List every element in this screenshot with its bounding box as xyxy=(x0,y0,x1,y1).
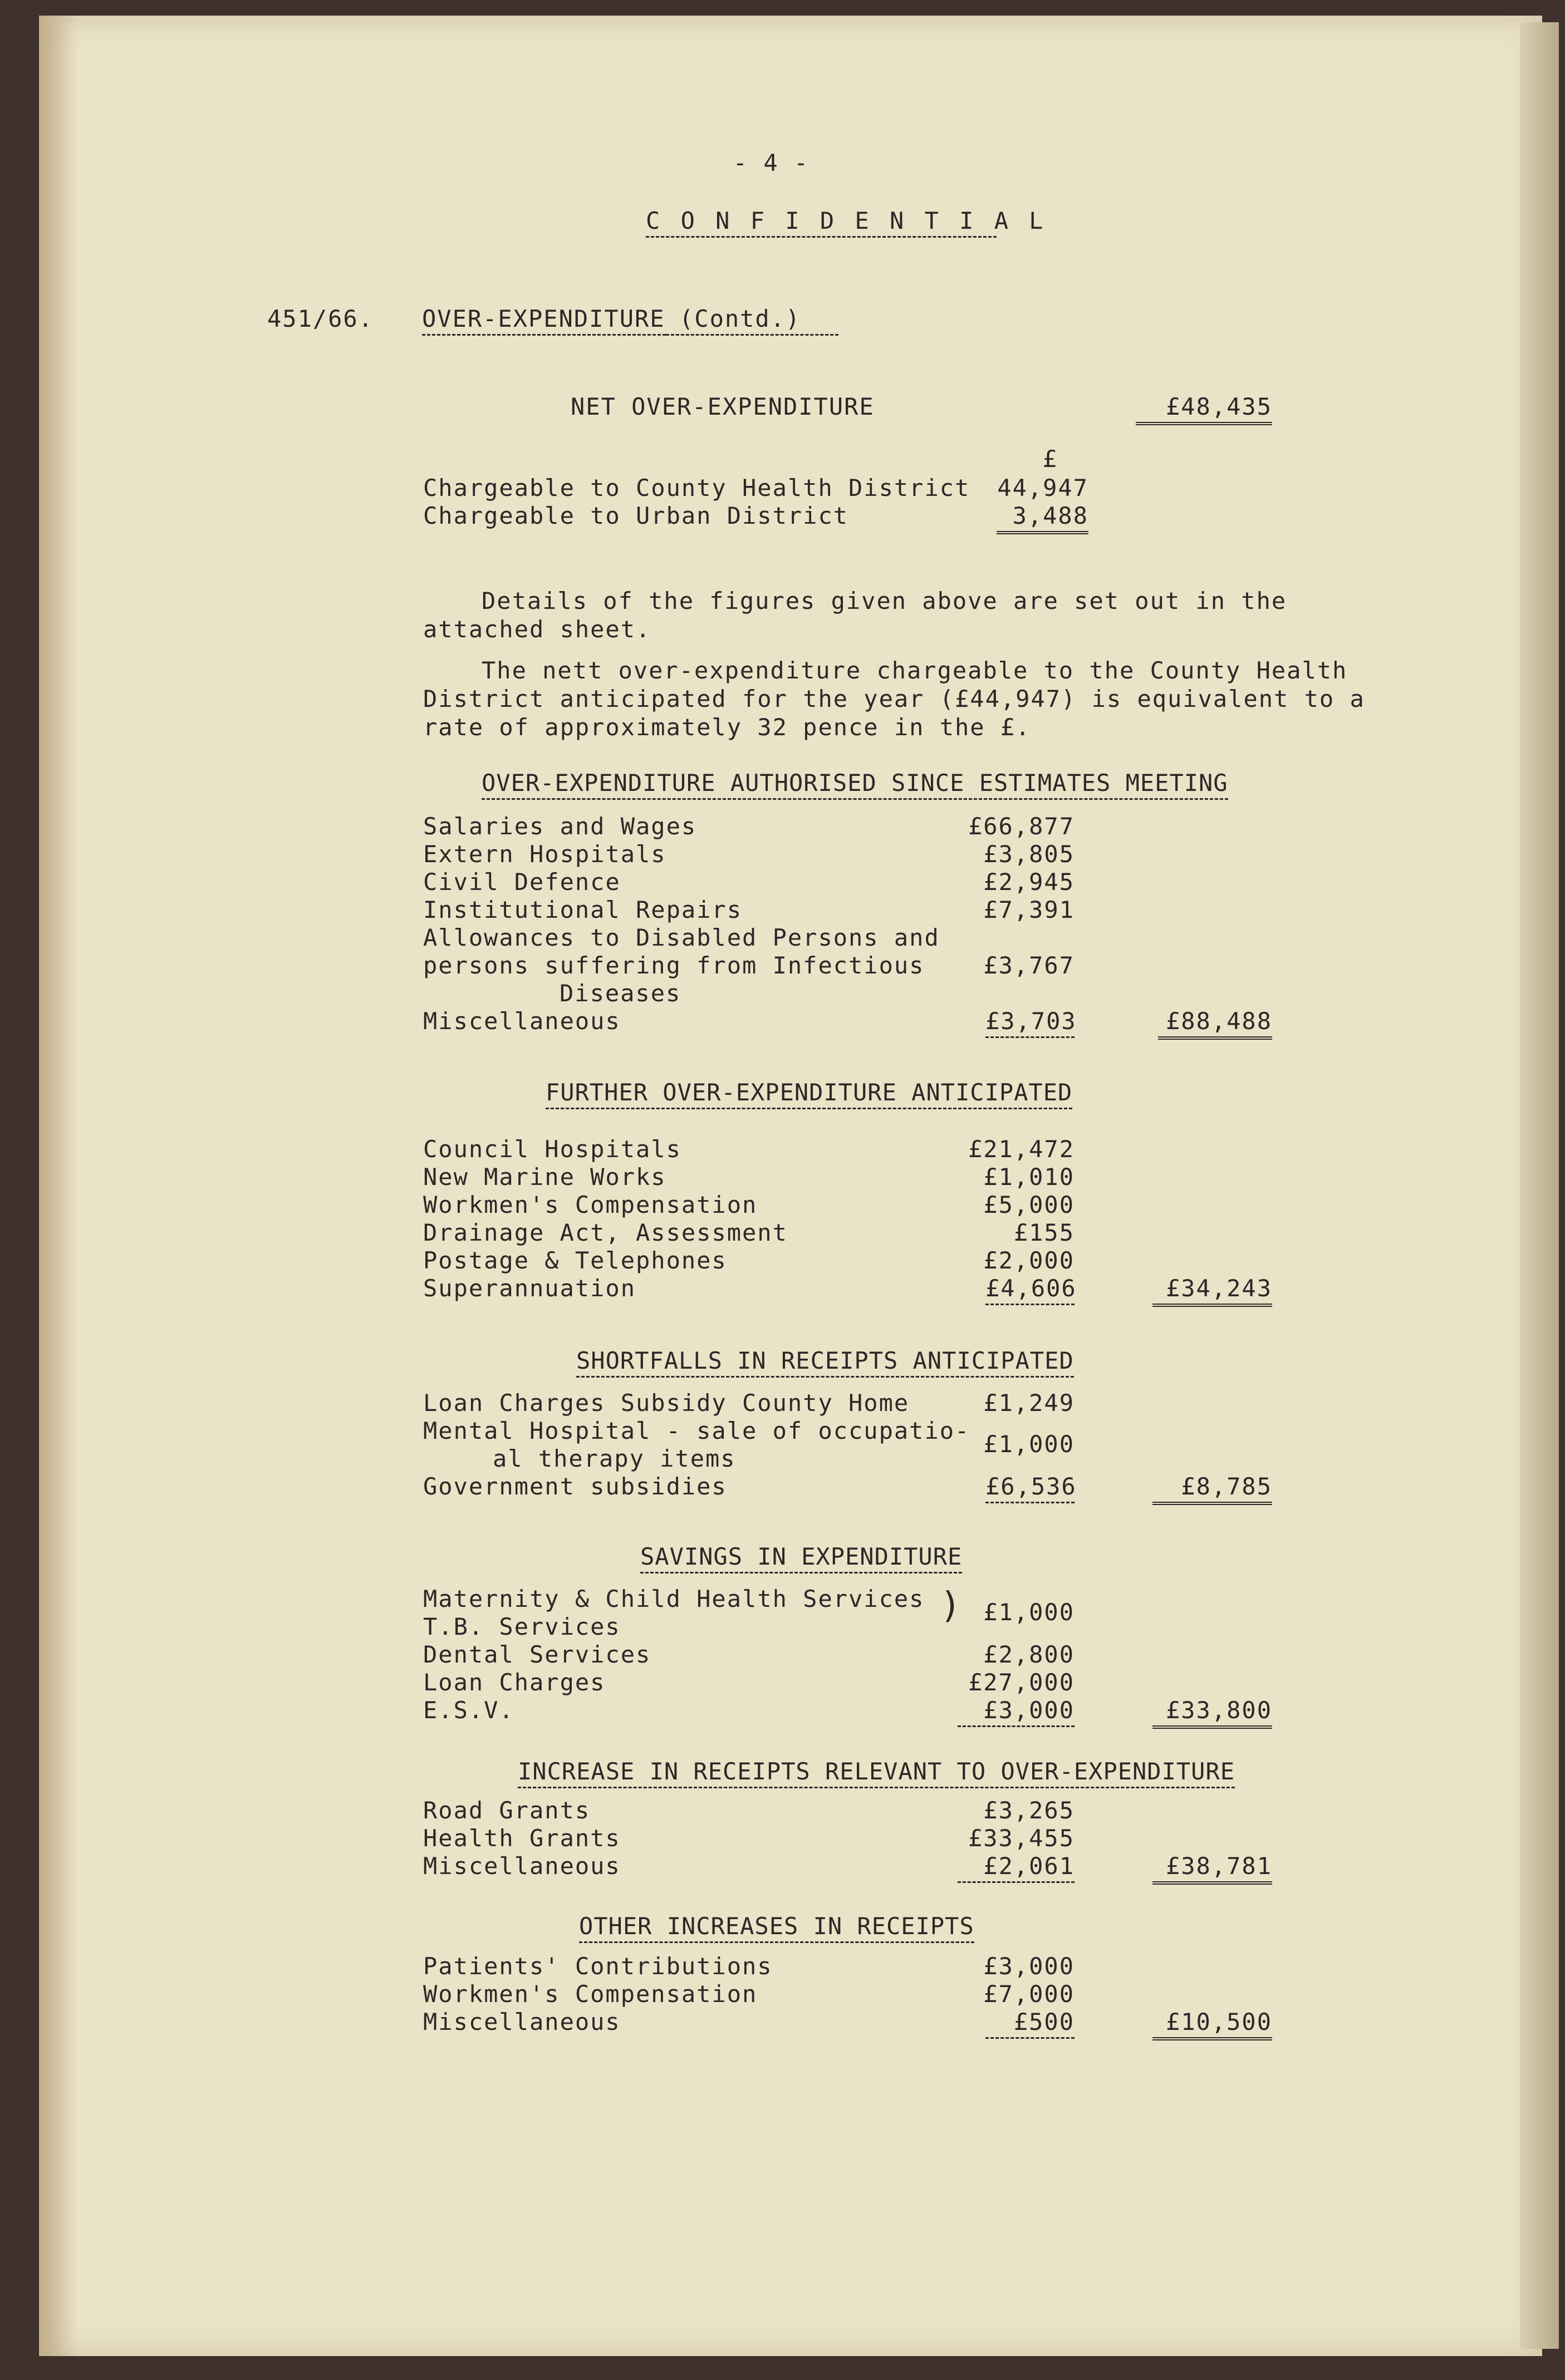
further-row-label: Drainage Act, Assessment xyxy=(423,1219,788,1246)
document-page xyxy=(39,16,1542,2356)
currency-header: £ xyxy=(1042,445,1058,473)
shortfalls-row-label: Government subsidies xyxy=(423,1473,727,1500)
page-gutter-shadow xyxy=(39,16,78,2356)
chargeable-urban-value: 3,488 xyxy=(997,502,1088,534)
authorised-row-label: Civil Defence xyxy=(423,868,621,896)
further-row-value: £5,000 xyxy=(983,1191,1075,1218)
increase-relevant-row-value: £3,265 xyxy=(983,1797,1075,1824)
page-edge xyxy=(1520,22,1559,2349)
savings-row-label: Loan Charges xyxy=(423,1669,606,1696)
shortfalls-total: £8,785 xyxy=(1152,1473,1272,1505)
authorised-row-value: £7,391 xyxy=(983,896,1075,923)
savings-row-value: £27,000 xyxy=(968,1669,1075,1696)
chargeable-county-value: 44,947 xyxy=(997,474,1088,501)
other-increases-row-label: Miscellaneous xyxy=(423,2008,621,2035)
authorised-row-label: Diseases xyxy=(560,980,681,1007)
section-heading: OVER-EXPENDITURE xyxy=(422,305,666,336)
other-increases-row-label: Workmen's Compensation xyxy=(423,1980,758,2008)
savings-row-value: £1,000 xyxy=(983,1599,1075,1626)
shortfalls-row-label: al therapy items xyxy=(493,1445,736,1472)
further-row-value: £155 xyxy=(1013,1219,1075,1246)
paragraph-1-line-1: Details of the figures given above are set out in the xyxy=(482,587,1287,614)
authorised-row-value: £66,877 xyxy=(968,813,1075,840)
authorised-row-value: £2,945 xyxy=(983,868,1075,896)
increase-relevant-row-label: Road Grants xyxy=(423,1797,591,1824)
further-row-value: £21,472 xyxy=(968,1135,1075,1163)
savings-row-value: £3,000 xyxy=(958,1697,1075,1727)
net-total: £48,435 xyxy=(1136,393,1272,425)
chargeable-county-label: Chargeable to County Health District xyxy=(423,474,970,501)
other-increases-row-value: £3,000 xyxy=(983,1953,1075,1980)
chargeable-urban-label: Chargeable to Urban District xyxy=(423,502,849,529)
brace-mark: ) xyxy=(940,1585,963,1626)
increase-relevant-row-value: £33,455 xyxy=(968,1825,1075,1852)
increase-relevant-row-value: £2,061 xyxy=(958,1852,1075,1883)
paragraph-2-line-1: The nett over-expenditure chargeable to the County Health xyxy=(482,657,1348,684)
authorised-section-title: OVER-EXPENDITURE AUTHORISED SINCE ESTIMATES MEETING xyxy=(482,769,1228,800)
net-label: NET OVER-EXPENDITURE xyxy=(571,393,875,420)
authorised-row-value: £3,767 xyxy=(983,952,1075,979)
further-row-label: Superannuation xyxy=(423,1275,636,1302)
confidential-heading: C O N F I D E N T I A L xyxy=(646,207,997,238)
authorised-row-label: Miscellaneous xyxy=(423,1007,621,1035)
shortfalls-row-value: £1,249 xyxy=(983,1389,1075,1417)
further-row-label: Council Hospitals xyxy=(423,1135,681,1163)
page-number: - 4 - xyxy=(733,149,810,176)
paragraph-2-line-3: rate of approximately 32 pence in the £. xyxy=(423,714,1031,741)
increase-relevant-section-title: INCREASE IN RECEIPTS RELEVANT TO OVER-EXPENDITURE xyxy=(518,1758,1235,1788)
authorised-row-label: persons suffering from Infectious xyxy=(423,952,925,979)
authorised-total: £88,488 xyxy=(1158,1007,1272,1040)
other-increases-total: £10,500 xyxy=(1152,2008,1272,2040)
increase-relevant-total: £38,781 xyxy=(1152,1852,1272,1885)
savings-row-label: T.B. Services xyxy=(423,1613,621,1640)
increase-relevant-row-label: Miscellaneous xyxy=(423,1852,621,1880)
authorised-row-label: Allowances to Disabled Persons and xyxy=(423,924,940,951)
savings-row-value: £2,800 xyxy=(983,1641,1075,1668)
further-row-label: Postage & Telephones xyxy=(423,1247,727,1274)
authorised-row-label: Institutional Repairs xyxy=(423,896,743,923)
reference-number: 451/66. xyxy=(267,305,374,332)
savings-row-label: Maternity & Child Health Services xyxy=(423,1585,925,1612)
paragraph-1-line-2: attached sheet. xyxy=(423,616,651,643)
authorised-row-label: Salaries and Wages xyxy=(423,813,697,840)
further-row-value: £4,606 xyxy=(985,1275,1075,1305)
paragraph-2-line-2: District anticipated for the year (£44,947) is equivalent to a xyxy=(423,685,1365,712)
shortfalls-row-value: £6,536 xyxy=(985,1473,1075,1503)
further-row-value: £1,010 xyxy=(983,1163,1075,1191)
other-increases-row-value: £500 xyxy=(985,2008,1075,2039)
shortfalls-row-label: Mental Hospital - sale of occupatio- xyxy=(423,1417,970,1444)
savings-row-label: Dental Services xyxy=(423,1641,651,1668)
authorised-row-value: £3,703 xyxy=(985,1007,1075,1038)
other-increases-row-label: Patients' Contributions xyxy=(423,1953,773,1980)
further-row-label: Workmen's Compensation xyxy=(423,1191,758,1218)
savings-section-title: SAVINGS IN EXPENDITURE xyxy=(640,1543,962,1573)
further-total: £34,243 xyxy=(1152,1275,1272,1307)
other-increases-row-value: £7,000 xyxy=(983,1980,1075,2008)
other-increases-section-title: OTHER INCREASES IN RECEIPTS xyxy=(579,1912,974,1943)
shortfalls-row-value: £1,000 xyxy=(983,1430,1075,1458)
authorised-row-value: £3,805 xyxy=(983,840,1075,868)
increase-relevant-row-label: Health Grants xyxy=(423,1825,621,1852)
authorised-row-label: Extern Hospitals xyxy=(423,840,666,868)
further-row-value: £2,000 xyxy=(983,1247,1075,1274)
shortfalls-row-label: Loan Charges Subsidy County Home xyxy=(423,1389,910,1417)
shortfalls-section-title: SHORTFALLS IN RECEIPTS ANTICIPATED xyxy=(576,1347,1074,1378)
section-heading-suffix: (Contd.) xyxy=(666,305,838,336)
savings-row-label: E.S.V. xyxy=(423,1697,514,1724)
savings-total: £33,800 xyxy=(1152,1697,1272,1729)
further-section-title: FURTHER OVER-EXPENDITURE ANTICIPATED xyxy=(546,1079,1072,1109)
further-row-label: New Marine Works xyxy=(423,1163,666,1191)
